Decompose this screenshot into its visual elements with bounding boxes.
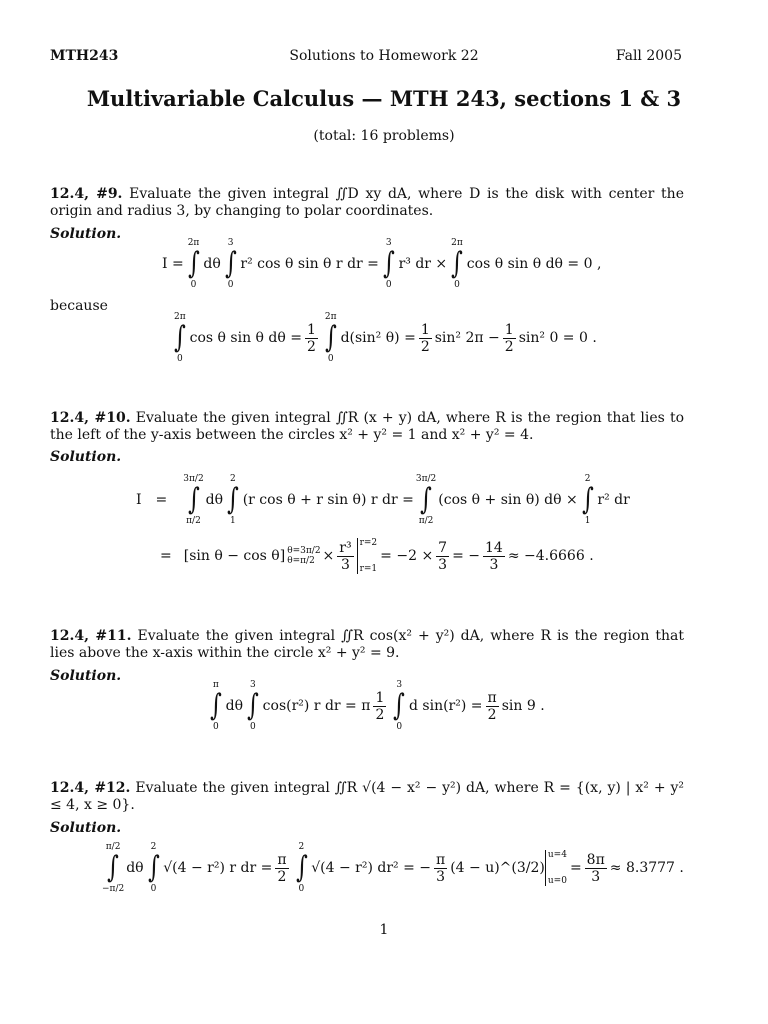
equation-term: [sin θ − cos θ] xyxy=(183,548,286,564)
equation-term: ≈ −4.6666 . xyxy=(507,548,594,564)
evaluation-bar xyxy=(357,538,378,574)
problem-number: 12.4, #12. xyxy=(50,780,131,796)
fraction xyxy=(585,852,607,885)
integral-sign: 2 ∫ 0 xyxy=(295,842,308,894)
lower-limit: 0 xyxy=(212,722,219,732)
integral-sign: π/2 ∫ −π/2 xyxy=(102,842,125,894)
numerator: π xyxy=(487,689,497,706)
integral-sign: 3 ∫ 0 xyxy=(393,680,406,732)
lower-limit: θ=π/2 xyxy=(287,556,315,566)
upper-limit: 2 xyxy=(298,842,305,852)
problem-statement xyxy=(50,186,684,220)
numerator: 7 xyxy=(438,539,448,556)
numerator: 1 xyxy=(375,689,385,706)
integral-sign: 3 ∫ 0 xyxy=(382,238,395,290)
equation-term: I xyxy=(136,492,142,508)
upper-limit: π/2 xyxy=(105,842,121,852)
fraction xyxy=(373,690,386,723)
equation-term: √(4 − r²) r dr = xyxy=(163,860,273,876)
fraction xyxy=(503,322,516,355)
equation-term: dθ xyxy=(205,492,224,508)
upper-limit: 3 xyxy=(227,238,234,248)
lower-limit: 1 xyxy=(230,516,236,526)
denominator: 2 xyxy=(487,706,497,723)
problem-statement xyxy=(50,780,684,814)
upper-limit: 2 xyxy=(150,842,157,852)
integral-sign: 2 ∫ 0 xyxy=(147,842,160,894)
numerator: π xyxy=(435,851,446,868)
lower-limit: 0 xyxy=(396,722,403,732)
integral-sign: 2π ∫ 0 xyxy=(187,238,200,290)
equation-term: √(4 − r²) dr² = − xyxy=(311,860,431,876)
equation-term: = xyxy=(160,548,172,564)
fraction xyxy=(434,852,447,885)
page-number: 1 xyxy=(379,922,389,938)
upper-limit: 2 xyxy=(230,474,236,484)
equation-term: dθ xyxy=(225,698,244,714)
upper-limit: π xyxy=(212,680,219,690)
problem-text: Evaluate the given integral ∬R √(4 − x² − y²) dA, where R = {(x, y) | x² + y² ≤ 4, x ≥ 0}. xyxy=(50,780,685,813)
equation-term: cos θ sin θ dθ = 0 , xyxy=(466,256,602,272)
page-subtitle: (total: 16 problems) xyxy=(313,128,455,144)
lower-limit: 0 xyxy=(176,354,183,364)
equation-term: r³ dr × xyxy=(398,256,448,272)
problem-text: Evaluate the given integral ∬D xy dA, where D is the disk with center the origin and radius 3, by changing to polar coordinates. xyxy=(50,186,684,219)
header-course: MTH243 xyxy=(50,48,119,64)
equation-term: cos(r²) r dr = π xyxy=(262,698,371,714)
equation-term: dθ xyxy=(126,860,144,876)
equation xyxy=(160,538,594,574)
fraction xyxy=(483,540,505,573)
equation-term: = − xyxy=(452,548,481,564)
equation-term: = xyxy=(569,860,582,876)
denominator: 2 xyxy=(277,868,287,885)
integral-sign: 3 ∫ 0 xyxy=(224,238,237,290)
equation-term: × xyxy=(322,548,335,564)
lower-limit: π/2 xyxy=(186,516,201,526)
equation-term: sin² 0 = 0 . xyxy=(518,330,597,346)
integral-sign: 3 ∫ 0 xyxy=(246,680,259,732)
denominator: 2 xyxy=(504,338,514,355)
upper-limit: 2π xyxy=(324,312,337,322)
equation xyxy=(162,238,601,290)
denominator: 3 xyxy=(340,556,350,573)
numerator: 8π xyxy=(586,851,605,868)
equation xyxy=(206,680,545,732)
equation-term: r² cos θ sin θ r dr = xyxy=(240,256,379,272)
upper-limit: 3 xyxy=(249,680,256,690)
equation-term: (r cos θ + r sin θ) r dr = xyxy=(242,492,414,508)
solution-label: Solution. xyxy=(50,226,122,242)
equation-term: d(sin² θ) = xyxy=(340,330,416,346)
problem-number: 12.4, #10. xyxy=(50,410,131,426)
denominator: 3 xyxy=(591,868,601,885)
upper-limit: 3 xyxy=(385,238,392,248)
numerator: π xyxy=(277,851,287,868)
lower-limit: π/2 xyxy=(418,516,434,526)
upper-limit: r=2 xyxy=(359,538,378,548)
upper-limit: 2π xyxy=(173,312,186,322)
lower-limit: 0 xyxy=(227,280,234,290)
fraction xyxy=(337,540,353,573)
equation-term: (4 − u)^(3/2) xyxy=(450,860,545,876)
equation-term: sin² 2π − xyxy=(434,330,500,346)
upper-limit: 3π/2 xyxy=(183,474,204,484)
equation-term: I = xyxy=(162,256,184,272)
fraction xyxy=(305,322,318,355)
lower-limit: 1 xyxy=(584,516,591,526)
denominator: 3 xyxy=(436,868,446,885)
solution-label: Solution. xyxy=(50,820,122,836)
lower-limit: 0 xyxy=(249,722,256,732)
lower-limit: 0 xyxy=(190,280,197,290)
problem-number: 12.4, #9. xyxy=(50,186,123,202)
equation-term: r² dr xyxy=(597,492,630,508)
denominator: 2 xyxy=(307,338,316,355)
integral-sign: 2π ∫ 0 xyxy=(173,312,186,364)
bracket-limits xyxy=(287,546,320,566)
denominator: 3 xyxy=(489,556,499,573)
equation xyxy=(100,842,684,894)
integral-sign: 2 ∫ 1 xyxy=(227,474,239,526)
equation-term: dθ xyxy=(203,256,221,272)
denominator: 3 xyxy=(438,556,448,573)
upper-limit: 3π/2 xyxy=(415,474,437,484)
fraction xyxy=(486,690,499,723)
upper-limit: u=4 xyxy=(547,850,567,860)
numerator: 14 xyxy=(485,539,503,556)
numerator: r³ xyxy=(339,539,352,556)
lower-limit: −π/2 xyxy=(102,884,125,894)
solution-label: Solution. xyxy=(50,668,122,684)
connector-text: because xyxy=(50,298,108,314)
upper-limit: 2π xyxy=(187,238,200,248)
equation-term: ≈ 8.3777 . xyxy=(609,860,684,876)
integral-sign: π ∫ 0 xyxy=(209,680,222,732)
integral-sign: 3π/2 ∫ π/2 xyxy=(183,474,204,526)
problem-number: 12.4, #11. xyxy=(50,628,132,644)
integral-sign: 2 ∫ 1 xyxy=(581,474,594,526)
problem-text: Evaluate the given integral ∬R cos(x² + y²) dA, where R is the region that lies above the x-axis within the circle x² + y² = 9. xyxy=(50,628,685,661)
equation-term: cos θ sin θ dθ = xyxy=(189,330,303,346)
upper-limit: 2 xyxy=(584,474,591,484)
lower-limit: 0 xyxy=(327,354,334,364)
integral-sign: 3π/2 ∫ π/2 xyxy=(415,474,437,526)
problem-statement xyxy=(50,410,684,444)
fraction xyxy=(419,322,432,355)
equation-term: = −2 × xyxy=(380,548,434,564)
equation-term: sin 9 . xyxy=(501,698,545,714)
equation xyxy=(170,312,597,364)
equation xyxy=(136,474,630,526)
numerator: 1 xyxy=(307,321,316,338)
page-title: Multivariable Calculus — MTH 243, sections 1 & 3 xyxy=(86,86,682,111)
fraction xyxy=(436,540,449,573)
evaluation-bar xyxy=(545,850,567,886)
equation-term: = xyxy=(155,492,168,508)
upper-limit: 3 xyxy=(396,680,403,690)
upper-limit: θ=3π/2 xyxy=(287,546,321,556)
lower-limit: 0 xyxy=(454,280,460,290)
integral-sign: 2π ∫ 0 xyxy=(451,238,463,290)
integral-sign: 2π ∫ 0 xyxy=(324,312,337,364)
numerator: 1 xyxy=(420,321,430,338)
equation-term: d sin(r²) = xyxy=(409,698,483,714)
equation-term: (cos θ + sin θ) dθ × xyxy=(438,492,578,508)
upper-limit: 2π xyxy=(451,238,463,248)
numerator: 1 xyxy=(504,321,514,338)
lower-limit: u=0 xyxy=(547,876,567,886)
lower-limit: 0 xyxy=(385,280,392,290)
fraction xyxy=(275,852,288,885)
lower-limit: r=1 xyxy=(359,564,378,574)
denominator: 2 xyxy=(375,706,385,723)
problem-statement xyxy=(50,628,684,662)
lower-limit: 0 xyxy=(298,884,305,894)
lower-limit: 0 xyxy=(150,884,157,894)
header-term: Fall 2005 xyxy=(615,48,682,64)
denominator: 2 xyxy=(420,338,430,355)
problem-text: Evaluate the given integral ∬R (x + y) dA, where R is the region that lies to the left of the y-axis between the circles x² + y² = 1 and x² + y² = 4. xyxy=(50,410,685,443)
header-doc-title: Solutions to Homework 22 xyxy=(289,48,479,64)
solution-label: Solution. xyxy=(50,449,122,465)
